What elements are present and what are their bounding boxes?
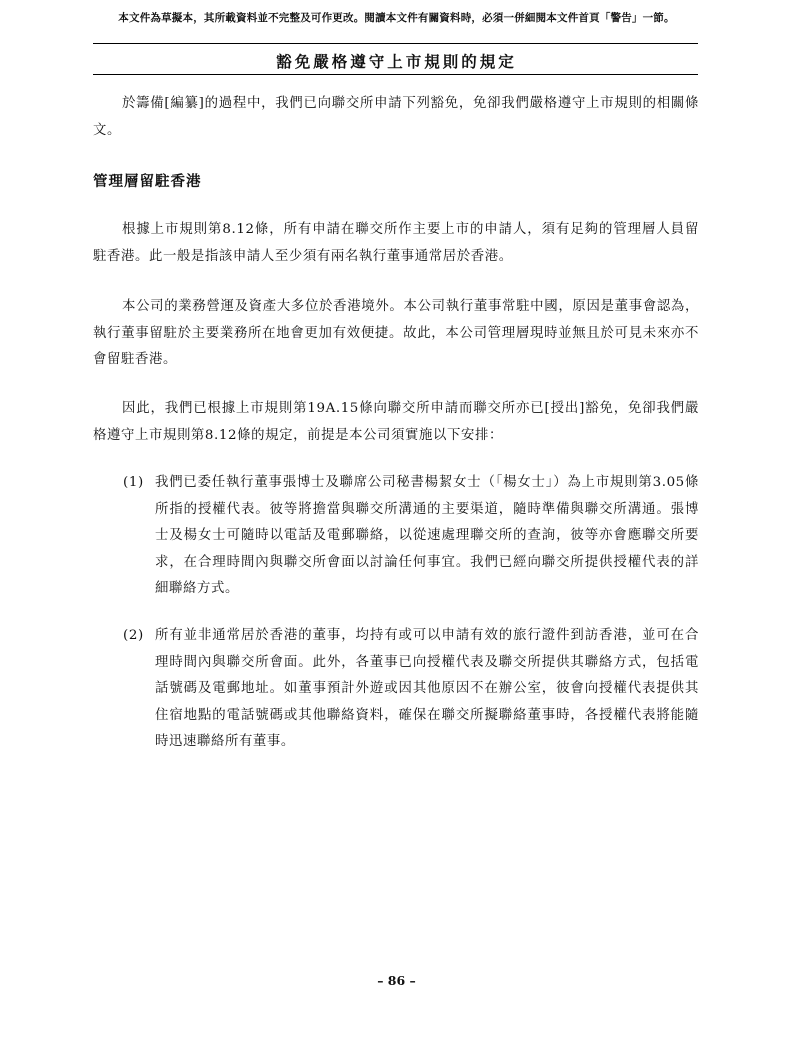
list-item-text: 我們已委任執行董事張博士及聯席公司秘書楊絜女士（「楊女士」）為上市規則第3.05條所指的授權代表。彼等將擔當與聯交所溝通的主要渠道，隨時準備與聯交所溝通。張博士及楊女士可隨時以電話及電郵聯絡，以從速處理聯交所的查詢，彼等亦會應聯交所要求，在合理時間內與聯交所會面以討論任何事宜。我們已經向聯交所提供授權代表的詳細聯絡方式。 (155, 475, 699, 596)
list-item (123, 470, 699, 603)
list-item-number: (2) (123, 628, 144, 643)
body-paragraph-1 (93, 217, 699, 270)
page-number: – 86 – (377, 973, 416, 988)
list-item (123, 623, 699, 756)
page-title: 豁免嚴格遵守上市規則的規定 (276, 52, 517, 71)
paragraph-text: 因此，我們已根據上市規則第19A.15條向聯交所申請而聯交所亦已[授出]豁免，免卻我們嚴格遵守上市規則第8.12條的規定，前提是本公司須實施以下安排： (93, 401, 699, 443)
header-top-rule (93, 43, 698, 44)
list-item-text: 所有並非通常居於香港的董事，均持有或可以申請有效的旅行證件到訪香港，並可在合理時間內與聯交所會面。此外，各董事已向授權代表及聯交所提供其聯絡方式，包括電話號碼及電郵地址。如董事預計外遊或因其他原因不在辦公室，彼會向授權代表提供其住宿地點的電話號碼或其他聯絡資料，確保在聯交所擬聯絡董事時，各授權代表將能隨時迅速聯絡所有董事。 (155, 628, 699, 749)
section-heading: 管理層留駐香港 (93, 173, 202, 190)
body-paragraph-2 (93, 294, 699, 374)
intro-paragraph (93, 91, 699, 144)
body-paragraph-3 (93, 396, 699, 449)
paragraph-text: 根據上市規則第8.12條，所有申請在聯交所作主要上市的申請人，須有足夠的管理層人員留駐香港。此一般是指該申請人至少須有兩名執行董事通常居於香港。 (93, 222, 699, 264)
list-item-number: (1) (123, 475, 144, 490)
intro-text: 於籌備[編纂]的過程中，我們已向聯交所申請下列豁免，免卻我們嚴格遵守上市規則的相關條文。 (93, 96, 699, 138)
paragraph-text: 本公司的業務營運及資產大多位於香港境外。本公司執行董事常駐中國，原因是董事會認為，執行董事留駐於主要業務所在地會更加有效便捷。故此，本公司管理層現時並無且於可見未來亦不會留駐香港。 (93, 299, 699, 367)
header-bottom-rule (93, 74, 698, 75)
draft-warning-banner: 本文件為草擬本，其所載資料並不完整及可作更改。閱讀本文件有關資料時，必須一併細閱本文件首頁「警告」一節。 (118, 12, 675, 24)
